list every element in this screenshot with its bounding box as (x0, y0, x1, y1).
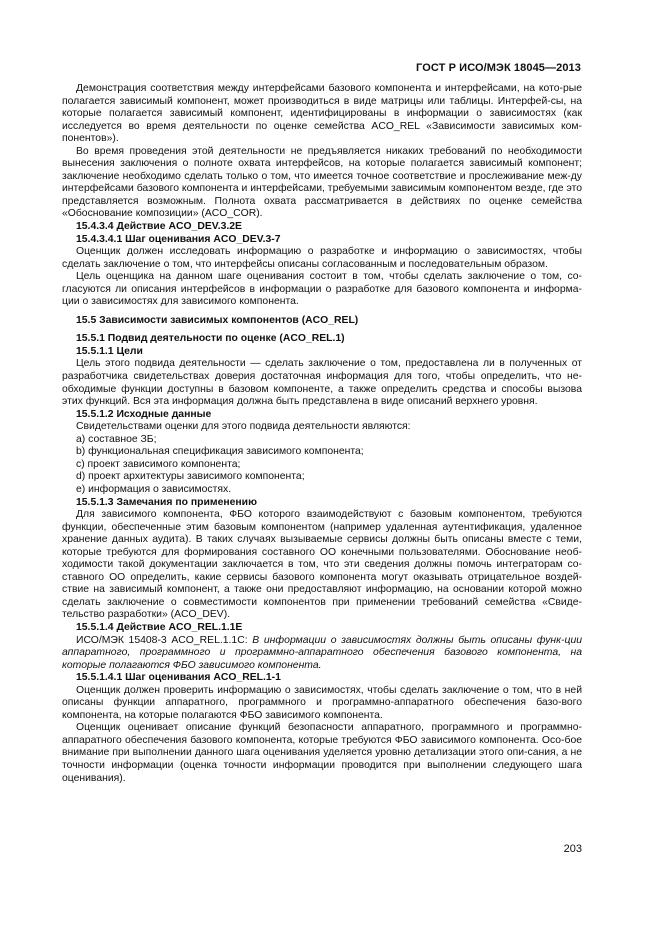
paragraph: Цель оценщика на данном шаге оценивания состоит в том, чтобы сделать заключение о том, со-гласуются ли описания интерфейсов в информации о разработке для базового компонента и информа-ции о зависимостях для зависимого компонента. (62, 271, 582, 308)
paragraph: Демонстрация соответствия между интерфейсами базового компонента и интерфейсами, на кото-рые полагается зависимый компонент, может производиться в виде матрицы или таблицы. Интерфей-сы, на которые полагается зависимый компонент, идентифицированы в информации о зависимостях (как исследуется во время деятельности по оценке семейства ACO_REL «Зависимости зависимых ком-понентов»). (62, 83, 582, 145)
paragraph: Во время проведения этой деятельности не предъявляется никаких требований по необходимости вынесения заключения о полноте охвата интерфейсов, на которые полагается зависимый компонент; заключение необходимо сделать только о том, что имеется точное соответствие и прослеживание меж-ду интерфейсами базового компонента и интерфейсами, требуемыми зависимым компонентом везде, где это представляется возможным. Полнота охвата рассматривается в действиях по оценке семейства «Обоснование композиции» (ACO_COR). (62, 145, 582, 220)
list-item: d) проект архитектуры зависимого компонента; (76, 471, 305, 483)
section-heading: 15.5.1.4 Действие ACO_REL.1.1E (76, 621, 243, 633)
italic-requirement-text: В информации о зависимостях должны быть описаны функ-ции аппаратного, программного и программно-аппаратного обеспечения базового компонента, на которые полагаются ФБО зависимого компонента. (62, 634, 582, 671)
paragraph: Оценщик должен исследовать информацию о разработке и информацию о зависимостях, чтобы сделать заключение о том, что интерфейсы описаны согласованным и последовательным образом. (62, 246, 582, 270)
section-heading: 15.5.1.4.1 Шаг оценивания ACO_REL.1-1 (76, 672, 281, 684)
paragraph: Оценщик должен проверить информацию о зависимостях, чтобы сделать заключение о том, что в ней описаны функции аппаратного, программного и программно-аппаратного обеспечения базо-вого компонента, на которые полагаются ФБО зависимого компонента. (62, 684, 582, 721)
section-heading: 15.5.1 Подвид деятельности по оценке (ACO_REL.1) (76, 333, 345, 345)
list-item: a) составное ЗБ; (76, 433, 157, 445)
section-heading: 15.5 Зависимости зависимых компонентов (ACO_REL) (76, 314, 359, 326)
paragraph: Для зависимого компонента, ФБО которого взаимодействуют с базовым компонентом, требуются функции, обеспеченные этим базовым компонентом (например удаленная аутентификация, удаленное хранение данных аудита). В таких случаях вызываемые сервисы должны быть описаны вместе с теми, которые требуются для формирования составного ОО конечными пользователями. Обоснование необ-ходимости такой документации заключается в том, что эти сведения должны помочь интеграторам со-ставного ОО определить, какие сервисы базового компонента могут оказывать отрицательное воздей-ствие на зависимый компонент, а также они предоставляют информацию, на основании которой можно сделать заключение о совместимости компонентов при применении требований семейства «Свиде-тельство разработки» (ACO_DEV). (62, 509, 582, 621)
list-item: e) информация о зависимостях. (76, 483, 232, 495)
section-heading: 15.4.3.4 Действие ACO_DEV.3.2E (76, 221, 242, 233)
page-number: 203 (563, 843, 582, 855)
paragraph: ИСО/МЭК 15408-3 ACO_REL.1.1C: В информации о зависимостях должны быть описаны функ-ции аппаратного, программного и программно-аппаратного обеспечения базового компонента, на которые полагаются ФБО зависимого компонента. (62, 634, 582, 671)
list-item: b) функциональная спецификация зависимого компонента; (76, 446, 364, 458)
section-heading: 15.5.1.1 Цели (76, 345, 143, 357)
list-item: c) проект зависимого компонента; (76, 458, 241, 470)
document-body (62, 83, 582, 785)
section-heading: 15.4.3.4.1 Шаг оценивания ACO_DEV.3-7 (76, 233, 281, 245)
paragraph: Свидетельствами оценки для этого подвида деятельности являются: (76, 421, 411, 433)
section-heading: 15.5.1.2 Исходные данные (76, 408, 212, 420)
paragraph: Цель этого подвида деятельности — сделать заключение о том, предоставлена ли в полученных от разработчика свидетельствах доверия достаточная информация для того, чтобы определить, что не-обходимые функции доступны в базовом компоненте, а также определить средства и способы вызова этих функций. Вся эта информация должна быть представлена в виде описаний верхнего уровня. (62, 358, 582, 408)
paragraph: Оценщик оценивает описание функций безопасности аппаратного, программного и программно-аппаратного обеспечения базового компонента, которые требуются ФБО зависимого компонента. Осо-бое внимание при выполнении данного шага оценивания уделяется уровню детализации этого опи-сания, а не точности информации (оценка точности информации проводится при выполнении следующего шага оценивания). (62, 722, 582, 784)
page-header: ГОСТ Р ИСО/МЭК 18045—2013 (416, 62, 581, 74)
section-heading: 15.5.1.3 Замечания по применению (76, 496, 257, 508)
